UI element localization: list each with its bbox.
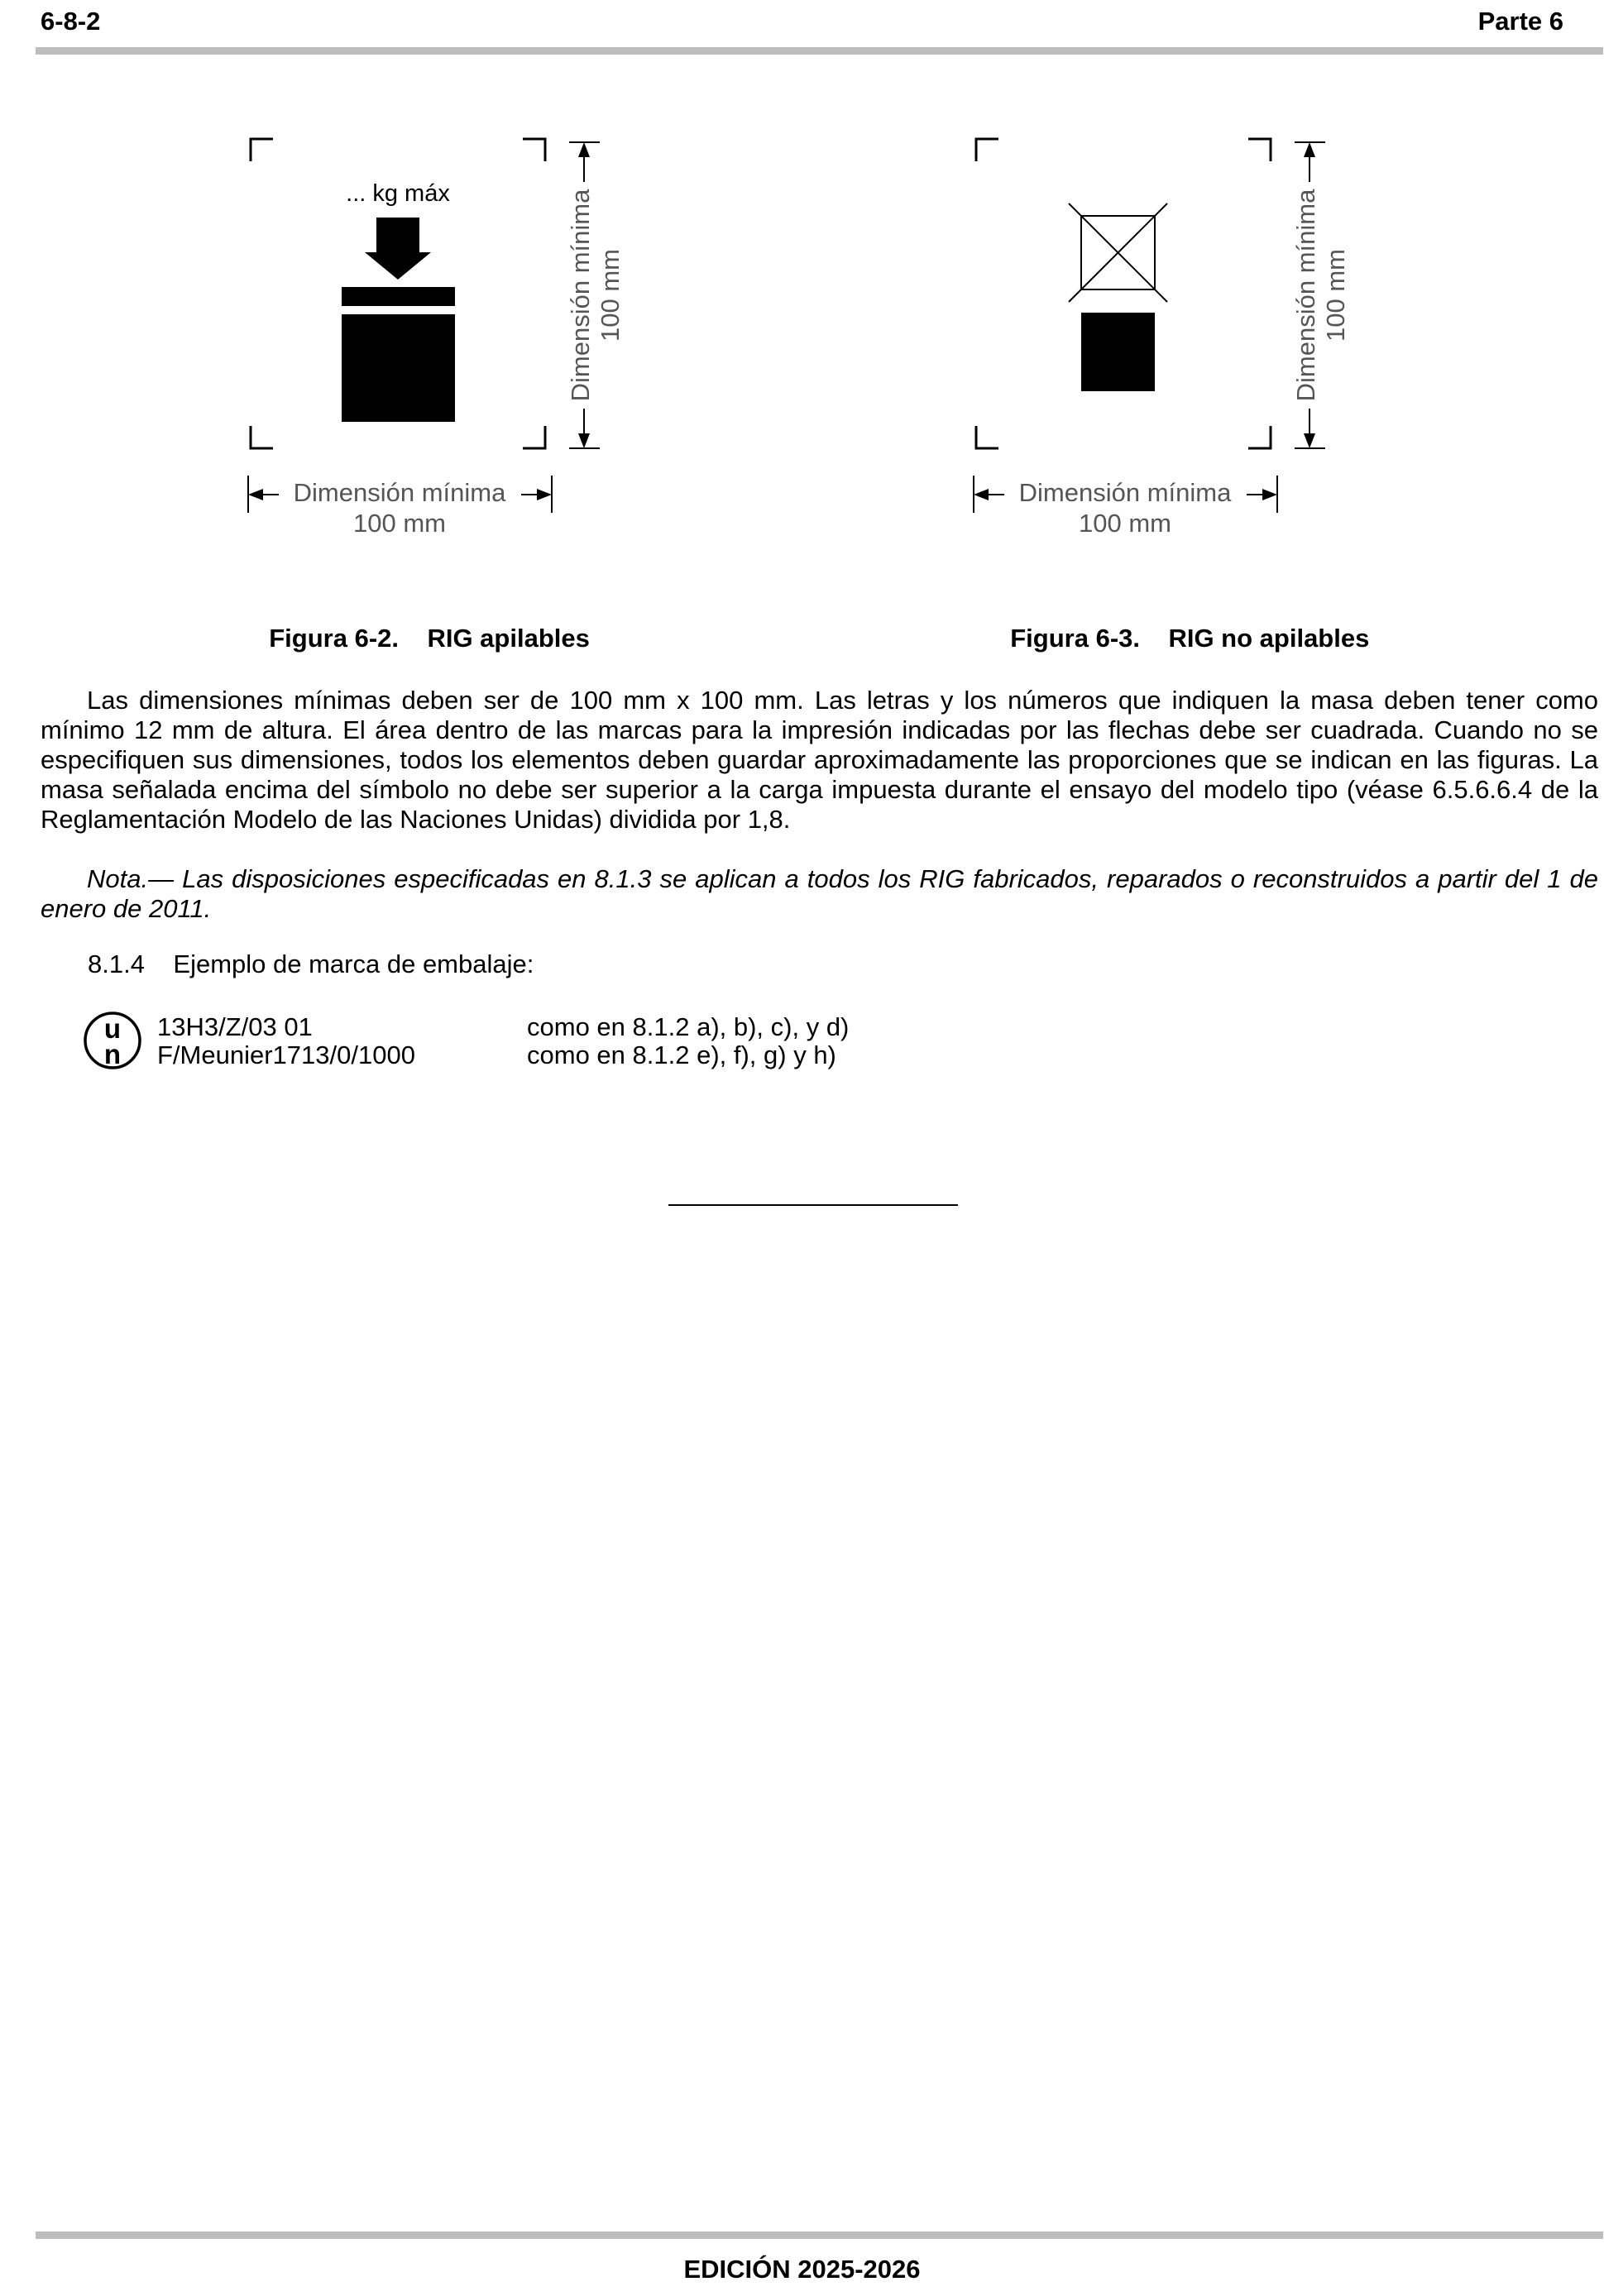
- footer-rule: [36, 2231, 1603, 2239]
- caption-title: RIG apilables: [427, 624, 590, 653]
- vertical-dimension-value: 100 mm: [596, 249, 625, 342]
- note-paragraph: Nota.— Las disposiciones especificadas en 8.1.3 se aplican a todos los RIG fabricados, reparados o reconstruidos a partir del 1 de enero de 2011.: [41, 864, 1598, 923]
- section-title: Ejemplo de marca de embalaje:: [173, 949, 534, 978]
- vertical-dimension-value: 100 mm: [1321, 249, 1350, 342]
- figure-6-2-caption: [255, 594, 590, 653]
- un-packaging-symbol-icon: [84, 1009, 150, 1075]
- mark-description-line-1: como en 8.1.2 a), b), c), y d): [527, 1012, 850, 1041]
- body-paragraph: Las dimensiones mínimas deben ser de 100 mm x 100 mm. Las letras y los números que indiquen la masa deben tener como mínimo 12 mm de altura. El área dentro de las marcas para la impresión indicadas por las flechas debe ser cuadrada. Cuando no se especifiquen sus dimensiones, todos los elementos deben guardar aproximadamente las proporciones que se indican en las figuras. La masa señalada encima del símbolo no debe ser superior a la carga impuesta durante el ensayo del modelo tipo (véase 6.5.6.6.4 de la Reglamentación Modelo de las Naciones Unidas) dividida por 1,8.: [41, 686, 1598, 834]
- page-number: 6-8-2: [41, 7, 101, 36]
- section-heading: [88, 949, 534, 979]
- load-bar-icon: [342, 287, 455, 306]
- edition-footer: EDICIÓN 2025-2026: [683, 2255, 921, 2284]
- horizontal-dimension-value: 100 mm: [1079, 509, 1171, 538]
- vertical-dimension-label: Dimensión mínima: [566, 189, 595, 402]
- figure-stackable-ibc: [236, 124, 666, 554]
- figure-6-3-caption: [996, 594, 1369, 653]
- stacking-load-arrow-icon: [365, 218, 431, 280]
- print-area-corner-marks: [976, 139, 1271, 448]
- vertical-dimension-label: Dimensión mínima: [1291, 189, 1320, 402]
- mark-code-line-1: 13H3/Z/03 01: [157, 1012, 313, 1041]
- part-label: Parte 6: [1477, 7, 1563, 36]
- section-number: 8.1.4: [88, 949, 145, 978]
- header-rule: [36, 47, 1603, 55]
- horizontal-dimension-label: Dimensión mínima: [1018, 478, 1232, 507]
- mark-description-line-2: como en 8.1.2 e), f), g) y h): [527, 1040, 836, 1069]
- package-icon: [1081, 313, 1155, 391]
- section-end-rule: [668, 1204, 958, 1206]
- un-symbol-bottom-letter: n: [103, 1039, 122, 1069]
- horizontal-dimension-value: 100 mm: [353, 509, 446, 538]
- package-icon: [342, 314, 455, 422]
- horizontal-dimension-label: Dimensión mínima: [293, 478, 506, 507]
- mark-code-line-2: F/Meunier1713/0/1000: [157, 1040, 415, 1069]
- caption-number: Figura 6-3.: [1010, 624, 1140, 653]
- figure-non-stackable-ibc: [961, 124, 1391, 554]
- un-symbol-top-letter: u: [103, 1013, 122, 1044]
- max-mass-text: ... kg máx: [346, 180, 450, 207]
- caption-title: RIG no apilables: [1168, 624, 1370, 653]
- caption-number: Figura 6-2.: [269, 624, 399, 653]
- do-not-stack-crossed-box-icon: [1069, 203, 1167, 302]
